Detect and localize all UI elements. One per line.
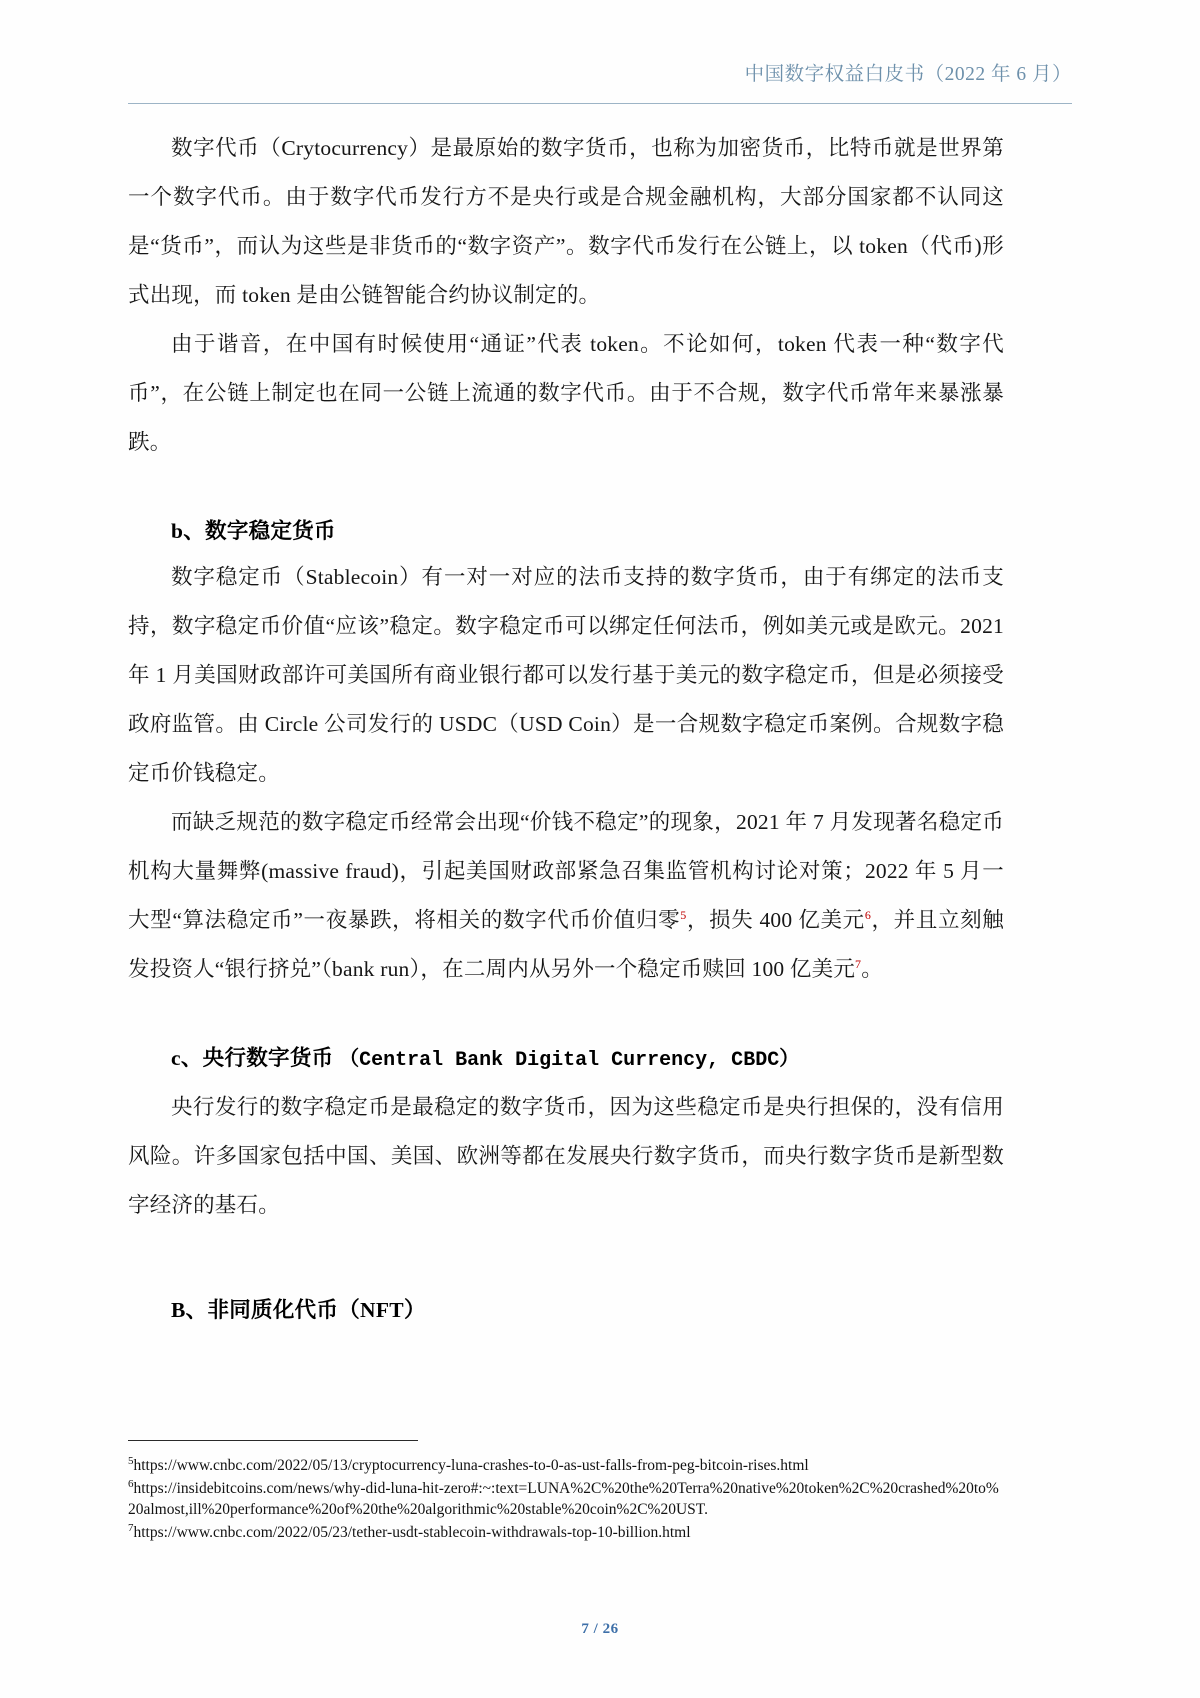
document-body: [128, 124, 1004, 1332]
footnote-item: [128, 1522, 1004, 1544]
footnote-number-5: 5: [128, 1454, 134, 1467]
footnote-item: [128, 1478, 1004, 1521]
stablecoin-risk-text-1: 而缺乏规范的数字稳定币经常会出现“价钱不稳定”的现象，2021 年 7 月发现著名稳定币机构大量舞弊(massive fraud)，引起美国财政部紧急召集监管机构讨论对策；2022 年 5 月一大型“算法稳定币”一夜暴跌，将相关的数字代币价值归零: [128, 810, 1004, 932]
paragraph-token-terminology: 由于谐音，在中国有时候使用“通证”代表 token。不论如何，token 代表一种“数字代币”，在公链上制定也在同一公链上流通的数字代币。由于不合规，数字代币常年来暴涨暴跌。: [128, 332, 1004, 454]
heading-c-cbdc: [128, 1036, 1004, 1083]
paragraph-stablecoin-risk: [128, 798, 1004, 994]
footnote-section: [128, 1440, 1004, 1544]
header-divider: [128, 103, 1072, 104]
footnote-number-7: 7: [128, 1521, 134, 1534]
section-spacer-3: [128, 1230, 1004, 1288]
paragraph-cryptocurrency-intro: 数字代币（Crytocurrency）是最原始的数字货币，也称为加密货币，比特币就是世界第一个数字代币。由于数字代币发行方不是央行或是合规金融机构，大部分国家都不认同这是“货币”，而认为这些是非货币的“数字资产”。数字代币发行在公链上，以 token（代币)形式出现，而 token 是由公链智能合约协议制定的。: [128, 136, 1004, 307]
heading-c-chinese: c、央行数字货币: [171, 1046, 340, 1070]
stablecoin-risk-text-3: ，并且立刻触发投资人“银行挤兑”（bank run），在二周内从另外一个稳定币赎回 100 亿美元: [128, 908, 1005, 981]
page-header: [128, 58, 1072, 104]
stablecoin-risk-text-4: 。: [861, 957, 883, 981]
section-spacer: [128, 467, 1004, 509]
heading-b-stablecoin: b、数字稳定货币: [171, 519, 336, 543]
footnote-url-5[interactable]: https://www.cnbc.com/2022/05/13/cryptocurrency-luna-crashes-to-0-as-ust-falls-from-peg-bitcoin-rises.html: [133, 1457, 809, 1474]
heading-c-english: （Central Bank Digital Currency, CBDC）: [339, 1049, 800, 1072]
paragraph-stablecoin-definition: 数字稳定币（Stablecoin）有一对一对应的法币支持的数字货币，由于有绑定的法币支持，数字稳定币价值“应该”稳定。数字稳定币可以绑定任何法币，例如美元或是欧元。2021 年 1 月美国财政部许可美国所有商业银行都可以发行基于美元的数字稳定币，但是必须接受政府监管。由 Circle 公司发行的 USDC（USD Coin）是一合规数字稳定币案例。合规数字稳定币价钱稳定。: [128, 565, 1004, 785]
footnote-ref-5[interactable]: 5: [680, 907, 687, 922]
footnote-ref-6[interactable]: 6: [864, 907, 872, 922]
footnote-url-7[interactable]: https://www.cnbc.com/2022/05/23/tether-usdt-stablecoin-withdrawals-top-10-billion.html: [133, 1523, 691, 1541]
stablecoin-risk-text-2: ，损失 400 亿美元: [686, 908, 865, 932]
footnote-number-6: 6: [128, 1477, 134, 1490]
footnote-divider: [128, 1440, 418, 1441]
section-spacer-2: [128, 994, 1004, 1036]
page-number: 7 / 26: [581, 1621, 619, 1637]
footnote-ref-7[interactable]: 7: [855, 956, 862, 971]
footnote-url-6[interactable]: https://insidebitcoins.com/news/why-did-luna-hit-zero#:~:text=LUNA%2C%20the%20Terra%20native%20token%2C%20crashed%20to%20almost,ill%20performance%20of%20the%20algorithmic%20stable%20coin%2C%20UST.: [128, 1479, 999, 1518]
heading-B-nft: B、非同质化代币（NFT）: [171, 1298, 426, 1322]
header-title: 中国数字权益白皮书（2022 年 6 月）: [744, 64, 1072, 85]
paragraph-cbdc-description: 央行发行的数字稳定币是最稳定的数字货币，因为这些稳定币是央行担保的，没有信用风险。许多国家包括中国、美国、欧洲等都在发展央行数字货币，而央行数字货币是新型数字经济的基石。: [128, 1095, 1004, 1217]
footnote-item: [128, 1455, 1004, 1477]
